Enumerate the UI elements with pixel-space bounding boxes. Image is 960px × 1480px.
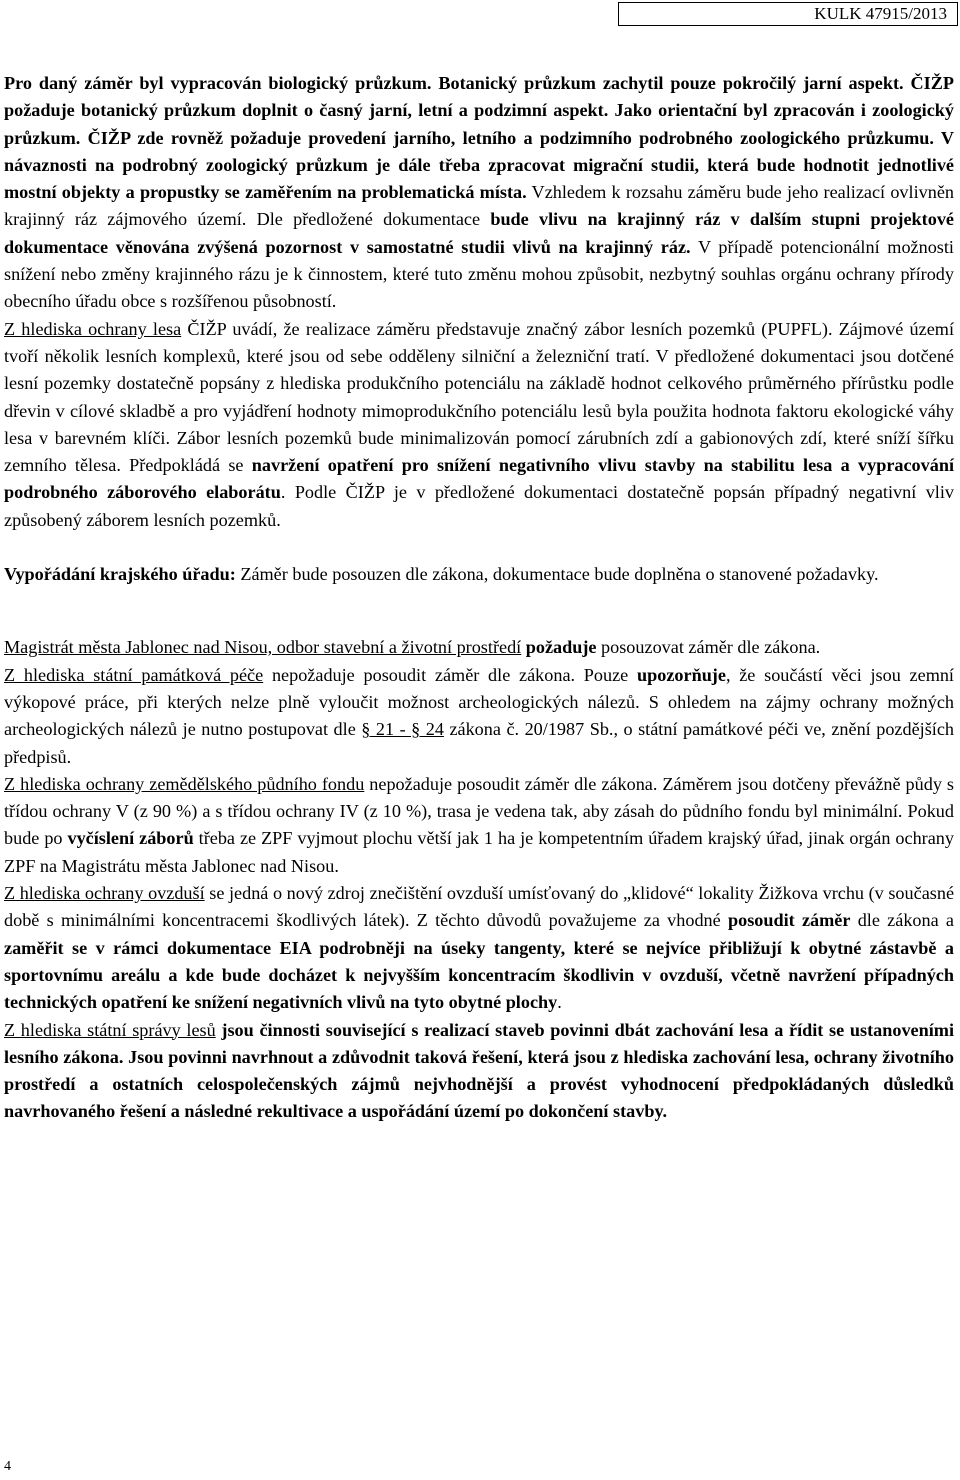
air-protection-assess: posoudit záměr [727, 910, 851, 931]
document-body [4, 70, 954, 1126]
agricultural-land-text: nepožaduje posoudit záměr dle zákona. Záměrem jsou dotčeny převážně půdy s třídou ochrany V (z 90 %) a s třídou ochrany IV (z 10 %), trasa je vedena tak, aby zásah do půdního fondu byl minimální. Pokud bude po [4, 773, 954, 849]
settlement-heading: Vypořádání krajského úřadu: [4, 564, 236, 585]
paragraph-municipality [4, 634, 954, 661]
air-protection-connector: dle zákona a [850, 910, 955, 931]
monument-care-text: nepožaduje posoudit záměr dle zákona. Pouze [263, 664, 638, 685]
settlement-text: Záměr bude posouzen dle zákona, dokumentace bude doplněna o stanovené požadavky. [235, 564, 879, 585]
forest-protection-text: ČIŽP uvádí, že realizace záměru představuje značný zábor lesních pozemků (PUPFL). Zájmové území tvoří několik lesních komplexů, které jsou od sebe odděleny silniční a železniční tratí. V předložené dokumentaci jsou dotčené lesní pozemky dostatečně popsány z hlediska produkčního potenciálu na základě hodnot celkového průměrného přírůstku podle dřevin v cílové skladbě a pro vyjádření hodnoty mimoprodukčního potenciálu lesů byla použita hodnota faktoru ekologické váhy lesa v barevném klíči. Zábor lesních pozemků bude minimalizován pomocí zárubních zdí a gabionových zdí, které sníží šířku zemního tělesa. Předpokládá se [4, 318, 954, 476]
document-reference-box [618, 2, 958, 26]
monument-care-detail: , že součástí věci jsou zemní výkopové práce, při kterých nelze plně vyloučit možnost archeologických nálezů. S ohledem na zájmy ochrany možných archeologických nálezů je nutno postupovat dle [4, 664, 954, 740]
forest-protection-heading: Z hlediska ochrany lesa [4, 318, 182, 339]
air-protection-text: se jedná o nový zdroj znečištění ovzduší umísťovaný do „klidové“ lokality Žižkova vrchu (v současné době s minimálními koncentracemi škodlivých látek). Z těchto důvodů považujeme za vhodné [4, 883, 955, 931]
forest-conclusion-text: . Podle ČIŽP je v předložené dokumentaci dostatečně popsán případný negativní vliv způsobený záborem lesních pozemků. [4, 482, 954, 530]
paragraph-regional-office-settlement [4, 561, 954, 588]
agricultural-land-emphasis: vyčíslení záborů [67, 828, 194, 849]
municipality-text: posouzovat záměr dle zákona. [596, 637, 821, 658]
monument-care-heading: Z hlediska státní památková péče [4, 664, 264, 685]
paragraph-biological-survey [4, 70, 954, 316]
monument-care-sections: § 21 - § 24 [361, 719, 444, 740]
paragraph-monument-care [4, 662, 954, 771]
paragraph-agricultural-land [4, 771, 954, 880]
paragraph-forest-administration [4, 1017, 954, 1126]
forest-administration-text: jsou činnosti související s realizací staveb povinni dbát zachování lesa a řídit se ustanoveními lesního zákona. Jsou povinni navrhnout a zdůvodnit taková řešení, která jsou z hlediska zachování lesa, ochrany životního prostředí a ostatních celospolečenských zájmů nejvhodnější a provést vyhodnocení předpokládaných důsledků navrhovaného řešení a následné rekultivace a uspořádání území po dokončení stavby. [4, 1019, 954, 1122]
survey-requirements-text: Pro daný záměr byl vypracován biologický průzkum. Botanický průzkum zachytil pouze pokročilý jarní aspekt. ČIŽP požaduje botanický průzkum doplnit o časný jarní, letní a podzimní aspekt. Jako orientační byl zpracován i zoologický průzkum. ČIŽP zde rovněž požaduje provedení jarního, letního a podzimního podrobného zoologického průzkumu. V návaznosti na podrobný zoologický průzkum je dále třeba zpracovat migrační studii, která bude hodnotit jednotlivé mostní objekty a propustky se zaměřením na problematická místa. [4, 73, 954, 203]
forest-measures-text: navržení opatření pro snížení negativního vlivu stavby na stabilitu lesa a vypracování podrobného záborového elaborátu [4, 455, 955, 503]
air-protection-heading: Z hlediska ochrany ovzduší [4, 883, 205, 904]
forest-administration-heading: Z hlediska státní správy lesů [4, 1019, 216, 1040]
paragraph-forest-protection [4, 316, 954, 534]
air-protection-focus: zaměřit se v rámci dokumentace EIA podrobněji na úseky tangenty, které se nejvíce přibližují k obytné zástavbě a sportovnímu areálu a kde bude docházet k nejvyšším koncentracím škodlivin v ovzduší, včetně navržení případných technických opatření ke snížení negativních vlivů na tyto obytné plochy [4, 937, 954, 1013]
spacer [4, 588, 954, 634]
monument-care-notice: upozorňuje [637, 664, 726, 685]
landscape-consent-text: V případě potencionální možnosti snížení nebo změny krajinného rázu je k činnostem, které tuto změnu mohou způsobit, nezbytný souhlas orgánu ochrany přírody obecního úřadu obce s rozšířenou působností. [4, 236, 954, 312]
landscape-study-text: bude vlivu na krajinný ráz v dalším stupni projektové dokumentace věnována zvýšená pozornost v samostatné studii vlivů na krajinný ráz. [4, 209, 954, 257]
page-number: 4 [4, 1459, 11, 1474]
spacer [4, 534, 954, 561]
agricultural-land-authority: třeba ze ZPF vyjmout plochu větší jak 1 ha je kompetentním úřadem krajský úřad, jinak orgán ochrany ZPF na Magistrátu města Jablonec nad Nisou. [4, 828, 954, 876]
air-protection-end: . [557, 992, 562, 1013]
document-reference: KULK 47915/2013 [814, 4, 947, 23]
municipality-demand: požaduje [521, 637, 597, 658]
municipality-heading: Magistrát města Jablonec nad Nisou, odbor stavební a životní prostředí [4, 637, 522, 658]
paragraph-air-protection [4, 880, 954, 1016]
monument-care-law: zákona č. 20/1987 Sb., o státní památkové péči ve, znění pozdějších předpisů. [4, 719, 955, 767]
agricultural-land-heading: Z hlediska ochrany zemědělského půdního fondu [4, 773, 365, 794]
landscape-intro-text: Vzhledem k rozsahu záměru bude jeho realizací ovlivněn krajinný ráz zájmového území. Dle předložené dokumentace [4, 182, 954, 230]
